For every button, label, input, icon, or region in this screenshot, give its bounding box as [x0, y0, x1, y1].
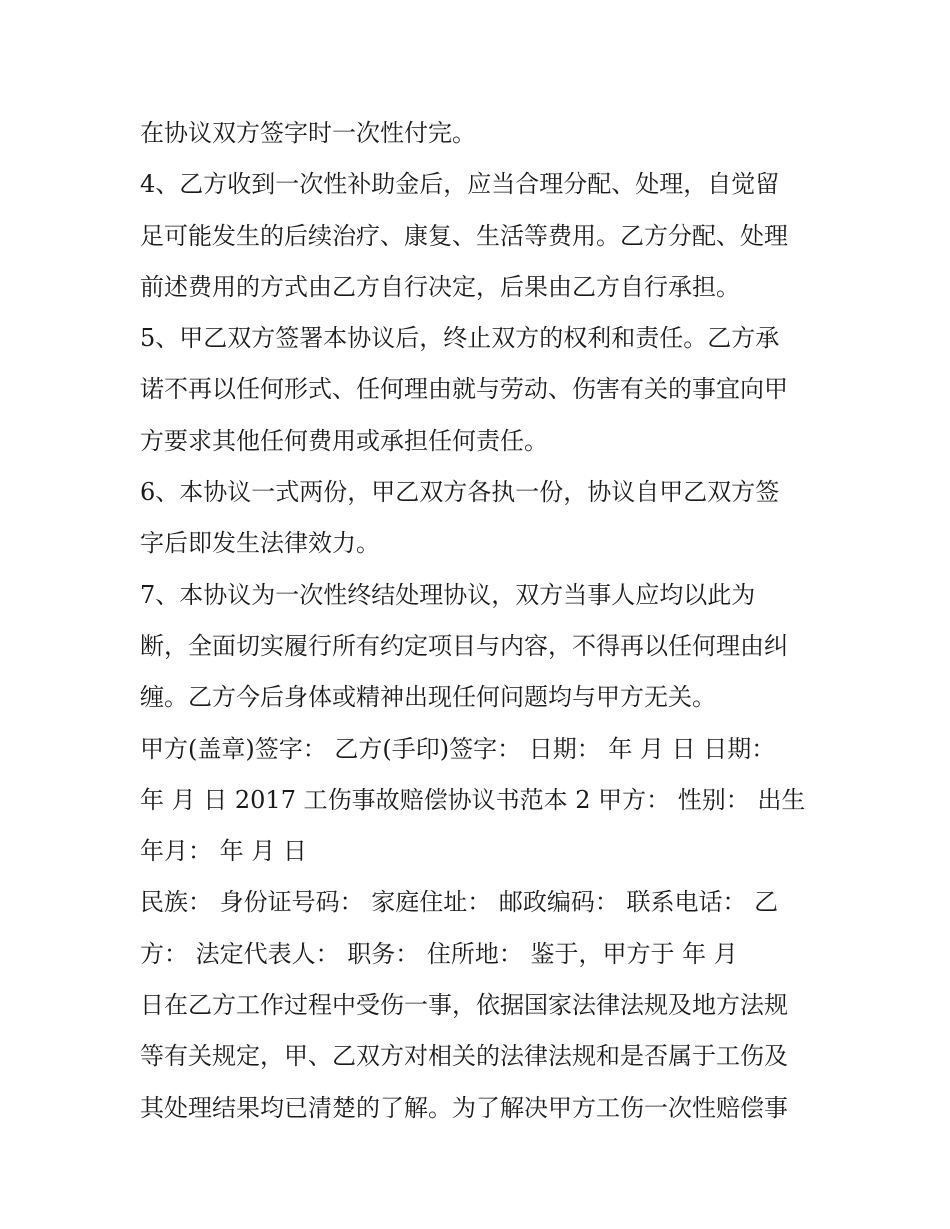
text-line: 甲方(盖章)签字： 乙方(手印)签字： 日期： 年 月 日 日期： — [140, 734, 776, 763]
text-line: 方要求其他任何费用或承担任何责任。 — [140, 426, 548, 455]
text-line: 5、甲乙双方签署本协议后，终止双方的权利和责任。乙方承 — [140, 324, 780, 353]
text-line: 年 月 日 2017 工伤事故赔偿协议书范本 2 甲方： 性别： 出生 — [140, 785, 806, 814]
text-line: 6、本协议一式两份，甲乙双方各执一份，协议自甲乙双方签 — [140, 478, 780, 507]
text-line: 其处理结果均已清楚的了解。为了解决甲方工伤一次性赔偿事 — [140, 1093, 788, 1122]
text-line: 缠。乙方今后身体或精神出现任何问题均与甲方无关。 — [140, 683, 716, 712]
text-line: 4、乙方收到一次性补助金后，应当合理分配、处理，自觉留 — [140, 170, 780, 199]
text-line: 断，全面切实履行所有约定项目与内容，不得再以任何理由纠 — [140, 631, 788, 660]
text-line: 日在乙方工作过程中受伤一事，依据国家法律法规及地方法规 — [140, 991, 788, 1020]
text-line: 年月： 年 月 日 — [140, 837, 307, 866]
text-line: 字后即发生法律效力。 — [140, 529, 380, 558]
text-line: 方： 法定代表人： 职务： 住所地： 鉴于，甲方于 年 月 — [140, 939, 738, 968]
document-body — [140, 108, 830, 1134]
text-line: 足可能发生的后续治疗、康复、生活等费用。乙方分配、处理 — [140, 221, 788, 250]
text-line: 民族： 身份证号码： 家庭住址： 邮政编码： 联系电话： 乙 — [140, 888, 779, 917]
text-line: 7、本协议为一次性终结处理协议，双方当事人应均以此为 — [140, 580, 756, 609]
text-line: 前述费用的方式由乙方自行决定，后果由乙方自行承担。 — [140, 272, 740, 301]
text-line: 诺不再以任何形式、任何理由就与劳动、伤害有关的事宜向甲 — [140, 375, 788, 404]
text-line: 等有关规定，甲、乙双方对相关的法律法规和是否属于工伤及 — [140, 1042, 788, 1071]
text-line: 在协议双方签字时一次性付完。 — [140, 119, 476, 147]
